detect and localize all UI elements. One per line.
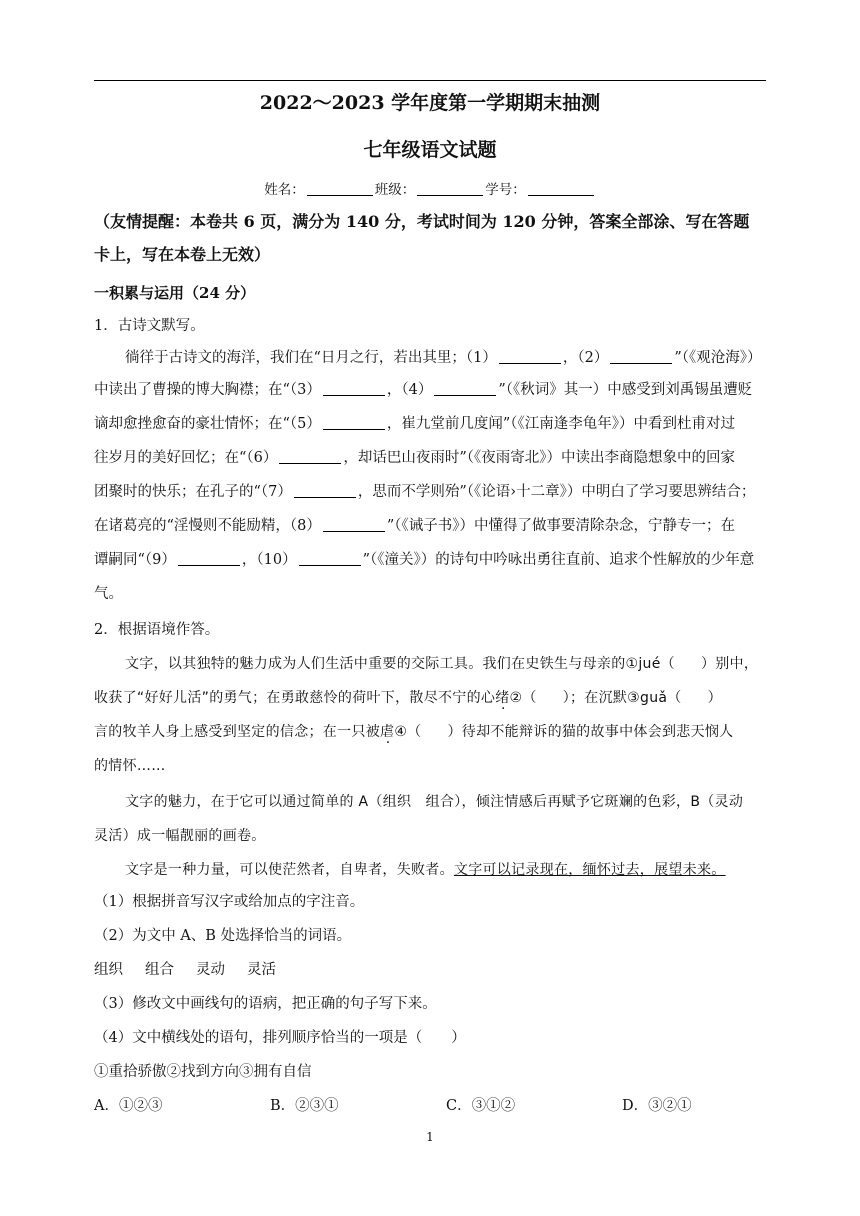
blank-5[interactable] [323,415,385,430]
option-b[interactable]: B．②③① [270,1098,339,1114]
blank-10[interactable] [299,551,361,566]
name-label: 姓名： [264,182,305,198]
q2-p2-line-1: 文字的魅力，在于它可以通过简单的 A（组织 组合），倾注情感后再赋予它斑斓的色彩，B（灵动 [125,794,744,810]
q2-items: ①重拾骄傲②找到方向③拥有自信 [94,1064,312,1080]
q2-p1-line-2: 收获了“好好儿活”的勇气；在勇敢慈怜的荷叶下，散尽不宁的心绪②（ ）；在沉默③guǎ（ ） [94,690,722,706]
q2-p1-line-1: 文字，以其独特的魅力成为人们生活中重要的交际工具。我们在史铁生与母亲的①jué（ ）别中， [125,656,759,672]
notice-line-2: 卡上，写在本卷上无效） [94,245,271,264]
dotted-char-xu: 绪 [495,690,510,706]
word-choice: 灵动 [196,962,225,978]
class-blank[interactable] [417,181,483,196]
exam-title: 2022～2023 学年度第一学期期末抽测 [259,92,601,114]
q1-line-1: 徜徉于古诗文的海洋，我们在“日月之行，若出其里；（1） ，（2） ”（《观沧海》） [125,350,762,366]
q1-line-6: 在诸葛亮的“淫慢则不能励精，（8） ”（《诫子书》）中懂得了做事要清除杂念，宁静专一；在 [94,518,736,534]
q1-line-7: 谭嗣同“（9） ，（10） ”（《潼关》）的诗句中吟咏出勇往直前、追求个性解放的少年意 [94,552,755,568]
q2-sub-4: （4）文中横线处的语句，排列顺序恰当的一项是（ ） [94,1030,466,1046]
q1-line-5: 团聚时的快乐；在孔子的“（7） ，思而不学则殆”（《论语›十二章》）中明白了学习要思辨结合； [94,484,756,500]
blank-3[interactable] [323,381,385,396]
name-blank[interactable] [307,181,373,196]
q1-line-3: 谪却愈挫愈奋的豪壮情怀；在“（5） ，崔九堂前几度闻”（《江南逢李龟年》）中看到杜甫对过 [94,416,736,432]
q1-line-2: 中读出了曹操的博大胸襟；在“（3） ，（4） ”（《秋词》其一）中感受到刘禹锡虽遭贬 [94,382,753,398]
q2-p1-line-4: 的情怀…… [94,758,166,774]
notice-line-1: （友情提醒：本卷共 6 页，满分为 140 分，考试时间为 120 分钟，答案全部涂、写在答题 [94,212,750,231]
q1-last: 气。 [94,586,123,602]
blank-4[interactable] [434,381,496,396]
blank-8[interactable] [323,517,385,532]
q1-line-4: 往岁月的美好回忆；在“（6） ，却话巴山夜雨时”（《夜雨寄北》）中读出李商隐想象中的回家 [94,450,736,466]
q2-p1-line-3: 言的牧羊人身上感受到坚定的信念；在一只被虐④（ ）待却不能辩诉的猫的故事中体会到悲天悯人 [94,724,734,740]
option-a[interactable]: A．①②③ [94,1098,163,1114]
id-blank[interactable] [528,181,594,196]
option-c[interactable]: C．③①② [446,1098,516,1114]
underlined-sentence: 文字可以记录现在，缅怀过去，展望未来。 [453,862,726,878]
option-d[interactable]: D．③②① [622,1098,692,1114]
blank-6[interactable] [279,449,341,464]
student-info [94,180,766,200]
q2-sub-3: （3）修改文中画线句的语病，把正确的句子写下来。 [94,996,437,1012]
q2-sub-2: （2）为文中 A、B 处选择恰当的词语。 [94,928,352,944]
blank-7[interactable] [294,483,356,498]
blank-1[interactable] [499,349,561,364]
q2-p3: 文字是一种力量，可以使茫然者，自卑者，失败者。文字可以记录现在，缅怀过去，展望未来。 [125,862,726,878]
q2-p2-line-2: 灵活）成一幅靓丽的画卷。 [94,828,266,844]
dotted-char-nue: 虐 [380,724,395,740]
blank-2[interactable] [610,349,672,364]
exam-subtitle: 七年级语文试题 [363,139,497,161]
q2-sub-1: （1）根据拼音写汉字或给加点的字注音。 [94,894,365,910]
top-rule [94,80,766,81]
q2-label: 2．根据语境作答。 [94,622,220,638]
q1-label: 1．古诗文默写。 [94,318,205,334]
word-choice: 组织 [94,962,123,978]
class-label: 班级： [374,182,416,198]
page-number: 1 [426,1130,434,1144]
id-label: 学号： [485,182,526,198]
section-heading: 一积累与运用（24 分） [94,284,256,302]
word-choices [94,960,766,980]
word-choice: 灵活 [247,962,276,978]
word-choice: 组合 [145,962,174,978]
blank-9[interactable] [178,551,240,566]
